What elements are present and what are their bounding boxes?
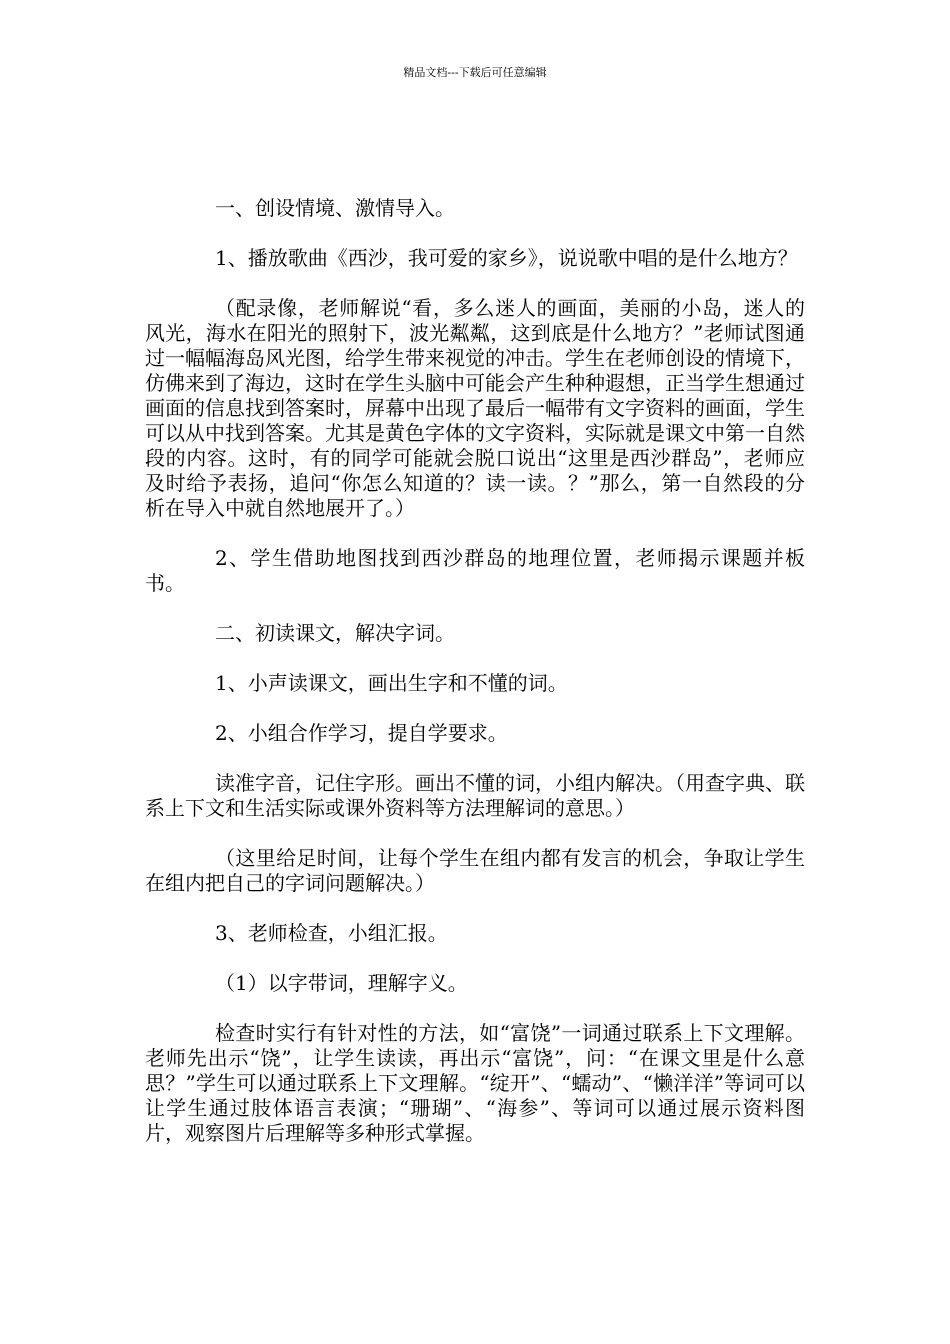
section-heading-1: 一、创设情境、激情导入。: [215, 196, 455, 220]
paragraph: 2、学生借助地图找到西沙群岛的地理位置，老师揭示课题并板书。: [145, 546, 805, 595]
paragraph: 2、小组合作学习，提自学要求。: [215, 721, 508, 745]
paragraph: 读准字音，记住字形。画出不懂的词，小组内解决。（用查字典、联系上下文和生活实际或课外资料等方法理解词的意思。）: [145, 771, 805, 820]
paragraph: 3、老师检查，小组汇报。: [215, 921, 448, 945]
paragraph: （这里给足时间，让每个学生在组内都有发言的机会，争取让学生在组内把自己的字词问题解决。）: [145, 846, 805, 895]
page-header: 精品文档---下载后可任意编辑: [403, 66, 547, 79]
document-body: [145, 196, 805, 1171]
paragraph: 1、小声读课文，画出生字和不懂的词。: [215, 671, 568, 695]
section-heading-2: 二、初读课文，解决字词。: [215, 621, 455, 645]
paragraph: 检查时实行有针对性的方法，如“富饶”一词通过联系上下文理解。老师先出示“饶”，让学生读读，再出示“富饶”，问：“在课文里是什么意思？”学生可以通过联系上下文理解。“绽开”、“蠕动”、“懒洋洋”等词可以让学生通过肢体语言表演；“珊瑚”、“海参”、等词可以通过展示资料图片，观察图片后理解等多种形式掌握。: [145, 1021, 805, 1145]
paragraph: （1）以字带词，理解字义。: [215, 971, 468, 995]
paragraph: （配录像，老师解说“看，多么迷人的画面，美丽的小岛，迷人的风光，海水在阳光的照射下，波光粼粼，这到底是什么地方？”老师试图通过一幅幅海岛风光图，给学生带来视觉的冲击。学生在老师创设的情境下，仿佛来到了海边，这时在学生头脑中可能会产生种种遐想，正当学生想通过画面的信息找到答案时，屏幕中出现了最后一幅带有文字资料的画面，学生可以从中找到答案。尤其是黄色字体的文字资料，实际就是课文中第一自然段的内容。这时，有的同学可能就会脱口说出“这里是西沙群岛”，老师应及时给予表扬，追问“你怎么知道的？读一读。？”那么，第一自然段的分析在导入中就自然地展开了。）: [145, 296, 805, 520]
paragraph: 1、播放歌曲《西沙，我可爱的家乡》，说说歌中唱的是什么地方？: [215, 246, 798, 270]
